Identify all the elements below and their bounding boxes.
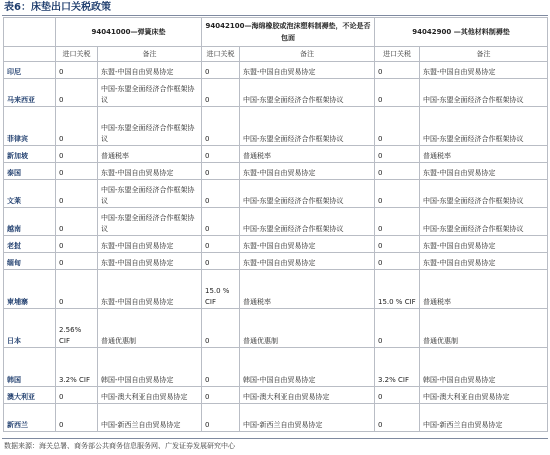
remark-cell: 韩国-中国自由贸易协定 <box>420 348 548 387</box>
remark-cell: 中国-东盟全面经济合作框架协议 <box>420 208 548 236</box>
tariff-cell: 3.2% CIF <box>56 348 98 387</box>
remark-cell: 东盟-中国自由贸易协定 <box>240 236 375 253</box>
group-header: 94041000—弹簧床垫 <box>56 18 202 47</box>
tariff-cell: 0 <box>56 107 98 146</box>
tariff-cell: 15.0 % CIF <box>202 270 240 309</box>
table-row <box>4 309 548 348</box>
remark-cell: 普通优惠制 <box>240 309 375 348</box>
country-cell: 马来西亚 <box>4 79 56 107</box>
remark-cell: 普通税率 <box>420 270 548 309</box>
remark-cell: 中国-东盟全面经济合作框架协议 <box>98 208 202 236</box>
country-cell: 澳大利亚 <box>4 387 56 404</box>
subheader-tariff: 进口关税 <box>375 47 420 62</box>
title-rule <box>2 15 548 16</box>
tariff-cell: 0 <box>202 79 240 107</box>
tariff-cell: 0 <box>375 208 420 236</box>
tariff-cell: 0 <box>375 387 420 404</box>
remark-cell: 东盟-中国自由贸易协定 <box>240 163 375 180</box>
remark-cell: 中国-东盟全面经济合作框架协议 <box>240 107 375 146</box>
country-cell: 文莱 <box>4 180 56 208</box>
table-row <box>4 348 548 387</box>
remark-cell: 普通优惠制 <box>98 309 202 348</box>
tariff-cell: 0 <box>202 309 240 348</box>
tariff-cell: 0 <box>202 404 240 432</box>
bottom-rule <box>2 438 548 439</box>
remark-cell: 中国-东盟全面经济合作框架协议 <box>240 79 375 107</box>
country-cell: 柬埔寨 <box>4 270 56 309</box>
table-row <box>4 236 548 253</box>
remark-cell: 普通税率 <box>420 146 548 163</box>
subheader-blank <box>4 47 56 62</box>
table-row <box>4 253 548 270</box>
tariff-cell: 0 <box>56 62 98 79</box>
country-cell: 日本 <box>4 309 56 348</box>
country-cell: 缅甸 <box>4 253 56 270</box>
tariff-cell: 0 <box>56 387 98 404</box>
remark-cell: 普通税率 <box>240 270 375 309</box>
country-cell: 老挝 <box>4 236 56 253</box>
tariff-cell: 2.56% CIF <box>56 309 98 348</box>
tariff-cell: 0 <box>202 180 240 208</box>
remark-cell: 中国-新西兰自由贸易协定 <box>240 404 375 432</box>
group-header: 94042100—海绵橡胶或泡沫塑料制褥垫，不论是否包面 <box>202 18 375 47</box>
group-header: 94042900 —其他材料制褥垫 <box>375 18 548 47</box>
remark-cell: 中国-东盟全面经济合作框架协议 <box>240 180 375 208</box>
table-row <box>4 180 548 208</box>
remark-cell: 东盟-中国自由贸易协定 <box>98 163 202 180</box>
corner-cell <box>4 18 56 47</box>
remark-cell: 中国-新西兰自由贸易协定 <box>98 404 202 432</box>
country-cell: 泰国 <box>4 163 56 180</box>
remark-cell: 中国-东盟全面经济合作框架协议 <box>420 180 548 208</box>
remark-cell: 中国-新西兰自由贸易协定 <box>420 404 548 432</box>
tariff-cell: 0 <box>202 107 240 146</box>
tariff-cell: 0 <box>202 208 240 236</box>
remark-cell: 韩国-中国自由贸易协定 <box>240 348 375 387</box>
tariff-cell: 0 <box>375 163 420 180</box>
tariff-cell: 0 <box>202 348 240 387</box>
table-row <box>4 404 548 432</box>
table-row <box>4 387 548 404</box>
remark-cell: 普通税率 <box>240 146 375 163</box>
subheader-remark: 备注 <box>98 47 202 62</box>
table-row <box>4 107 548 146</box>
remark-cell: 东盟-中国自由贸易协定 <box>98 270 202 309</box>
tariff-cell: 0 <box>375 253 420 270</box>
remark-cell: 东盟-中国自由贸易协定 <box>98 236 202 253</box>
country-cell: 越南 <box>4 208 56 236</box>
remark-cell: 东盟-中国自由贸易协定 <box>420 163 548 180</box>
subheader-remark: 备注 <box>240 47 375 62</box>
remark-cell: 东盟-中国自由贸易协定 <box>98 253 202 270</box>
tariff-cell: 0 <box>56 163 98 180</box>
tariff-cell: 0 <box>56 180 98 208</box>
remark-cell: 东盟-中国自由贸易协定 <box>420 62 548 79</box>
remark-cell: 普通税率 <box>98 146 202 163</box>
subheader-tariff: 进口关税 <box>56 47 98 62</box>
subheader-remark: 备注 <box>420 47 548 62</box>
tariff-cell: 0 <box>56 270 98 309</box>
tariff-cell: 0 <box>56 79 98 107</box>
remark-cell: 中国-东盟全面经济合作框架协议 <box>420 107 548 146</box>
remark-cell: 中国-东盟全面经济合作框架协议 <box>240 208 375 236</box>
table-row <box>4 163 548 180</box>
remark-cell: 东盟-中国自由贸易协定 <box>240 62 375 79</box>
table-row <box>4 146 548 163</box>
remark-cell: 中国-东盟全面经济合作框架协议 <box>98 180 202 208</box>
country-cell: 菲律宾 <box>4 107 56 146</box>
subheader-tariff: 进口关税 <box>202 47 240 62</box>
country-cell: 新加坡 <box>4 146 56 163</box>
remark-cell: 中国-澳大利亚自由贸易协定 <box>240 387 375 404</box>
tariff-cell: 0 <box>202 163 240 180</box>
country-cell: 韩国 <box>4 348 56 387</box>
tariff-cell: 0 <box>56 404 98 432</box>
remark-cell: 中国-东盟全面经济合作框架协议 <box>98 79 202 107</box>
tariff-cell: 0 <box>56 208 98 236</box>
remark-cell: 东盟-中国自由贸易协定 <box>420 236 548 253</box>
tariff-cell: 0 <box>375 107 420 146</box>
tariff-cell: 0 <box>202 146 240 163</box>
tariff-cell: 3.2% CIF <box>375 348 420 387</box>
remark-cell: 东盟-中国自由贸易协定 <box>240 253 375 270</box>
tariff-cell: 15.0 % CIF <box>375 270 420 309</box>
tariff-cell: 0 <box>56 236 98 253</box>
remark-cell: 中国-东盟全面经济合作框架协议 <box>98 107 202 146</box>
tariff-cell: 0 <box>375 180 420 208</box>
tariff-cell: 0 <box>56 253 98 270</box>
country-cell: 印尼 <box>4 62 56 79</box>
tariff-cell: 0 <box>56 146 98 163</box>
remark-cell: 中国-澳大利亚自由贸易协定 <box>420 387 548 404</box>
table-body <box>4 62 548 432</box>
remark-cell: 东盟-中国自由贸易协定 <box>98 62 202 79</box>
tariff-cell: 0 <box>202 62 240 79</box>
table-row <box>4 270 548 309</box>
table-title: 表6：床垫出口关税政策 <box>4 2 111 13</box>
table-row <box>4 79 548 107</box>
tariff-cell: 0 <box>375 79 420 107</box>
tariff-cell: 0 <box>375 309 420 348</box>
source-note: 数据来源：海关总署、商务部公共商务信息服务网、广发证券发展研究中心 <box>4 442 235 450</box>
tariff-cell: 0 <box>375 62 420 79</box>
tariff-table <box>3 17 548 432</box>
tariff-cell: 0 <box>375 146 420 163</box>
tariff-cell: 0 <box>375 404 420 432</box>
tariff-cell: 0 <box>375 236 420 253</box>
tariff-cell: 0 <box>202 387 240 404</box>
tariff-cell: 0 <box>202 253 240 270</box>
table-row <box>4 62 548 79</box>
table-row <box>4 208 548 236</box>
tariff-cell: 0 <box>202 236 240 253</box>
remark-cell: 东盟-中国自由贸易协定 <box>420 253 548 270</box>
remark-cell: 中国-东盟全面经济合作框架协议 <box>420 79 548 107</box>
country-cell: 新西兰 <box>4 404 56 432</box>
remark-cell: 普通优惠制 <box>420 309 548 348</box>
remark-cell: 中国-澳大利亚自由贸易协定 <box>98 387 202 404</box>
remark-cell: 韩国-中国自由贸易协定 <box>98 348 202 387</box>
